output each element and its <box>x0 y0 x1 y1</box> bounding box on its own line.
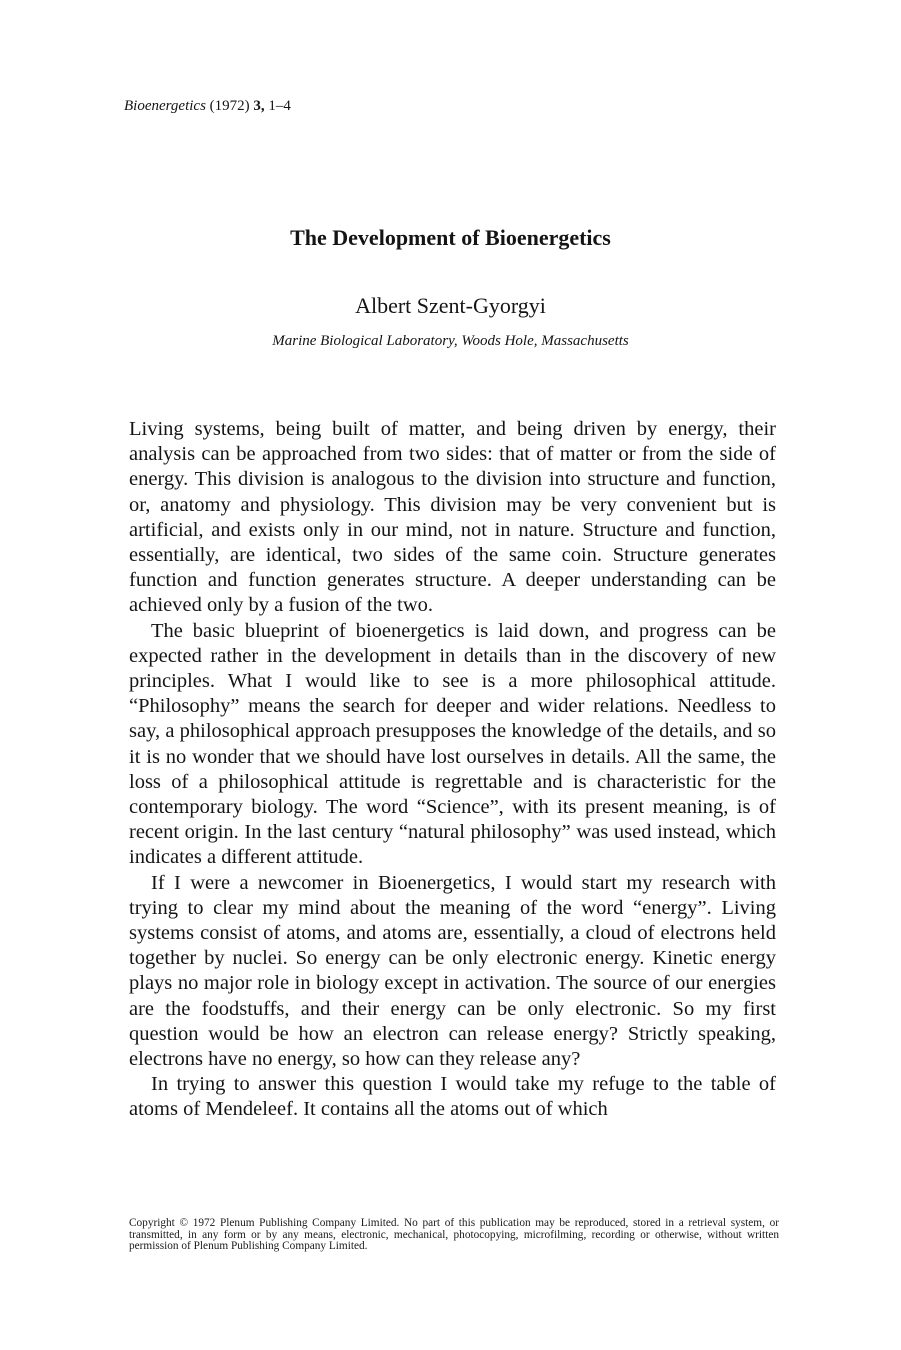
journal-name: Bioenergetics <box>124 98 206 114</box>
body-paragraph: The basic blueprint of bioenergetics is laid down, and progress can be expected rather in the development in details than in the discovery of new principles. What I would like to see is a more philosophical attitude. “Philosophy” means the search for deeper and wider relations. Needless to say, a philosophical approach presupposes the knowledge of the details, and so it is no wonder that we should have lost ourselves in details. All the same, the loss of a philosophical attitude is regrettable and is characteristic for the contemporary biology. The word “Science”, with its present meaning, is of recent origin. In the last century “natural philosophy” was used instead, which indicates a different attitude. <box>129 619 776 869</box>
article-title: The Development of Bioenergetics <box>290 225 611 250</box>
running-head <box>124 97 291 115</box>
article-author: Albert Szent-Gyorgyi <box>355 293 546 318</box>
body-paragraph: Living systems, being built of matter, and being driven by energy, their analysis can be approached from two sides: that of matter or from the side of energy. This division is analogous to the division into structure and function, or, anatomy and physiology. This division may be very convenient but is artificial, and exists only in our mind, not in nature. Structure and function, essentially, are identical, two sides of the same coin. Structure generates function and function generates structure. A deeper understanding can be achieved only by a fusion of the two. <box>129 418 776 617</box>
body-paragraph: In trying to answer this question I would take my refuge to the table of atoms of Mendeleef. It contains all the atoms out of which <box>129 1073 776 1121</box>
publication-year: (1972) <box>209 98 250 114</box>
body-paragraph: If I were a newcomer in Bioenergetics, I would start my research with trying to clear my mind about the meaning of the word “energy”. Living systems consist of atoms, and atoms are, essentially, a cloud of electrons held together by nuclei. So energy can be only electronic energy. Kinetic energy plays no major role in biology except in activation. The source of our energies are the foodstuffs, and their energy can be only electronic. So my first question would be how an electron can release energy? Strictly speaking, electrons have no energy, so how can they release any? <box>129 871 776 1071</box>
author-affiliation: Marine Biological Laboratory, Woods Hole, Massachusetts <box>272 333 629 349</box>
volume-number: 3, <box>253 98 265 114</box>
article-body <box>129 417 776 1123</box>
copyright-notice: Copyright © 1972 Plenum Publishing Company Limited. No part of this publication may be reproduced, stored in a retrieval system, or transmitted, in any form or by any means, electronic, mechanical, photocopying, microfilming, recording or otherwise, without written permission of Plenum Publishing Company Limited. <box>129 1217 779 1253</box>
page-range: 1–4 <box>268 98 291 114</box>
